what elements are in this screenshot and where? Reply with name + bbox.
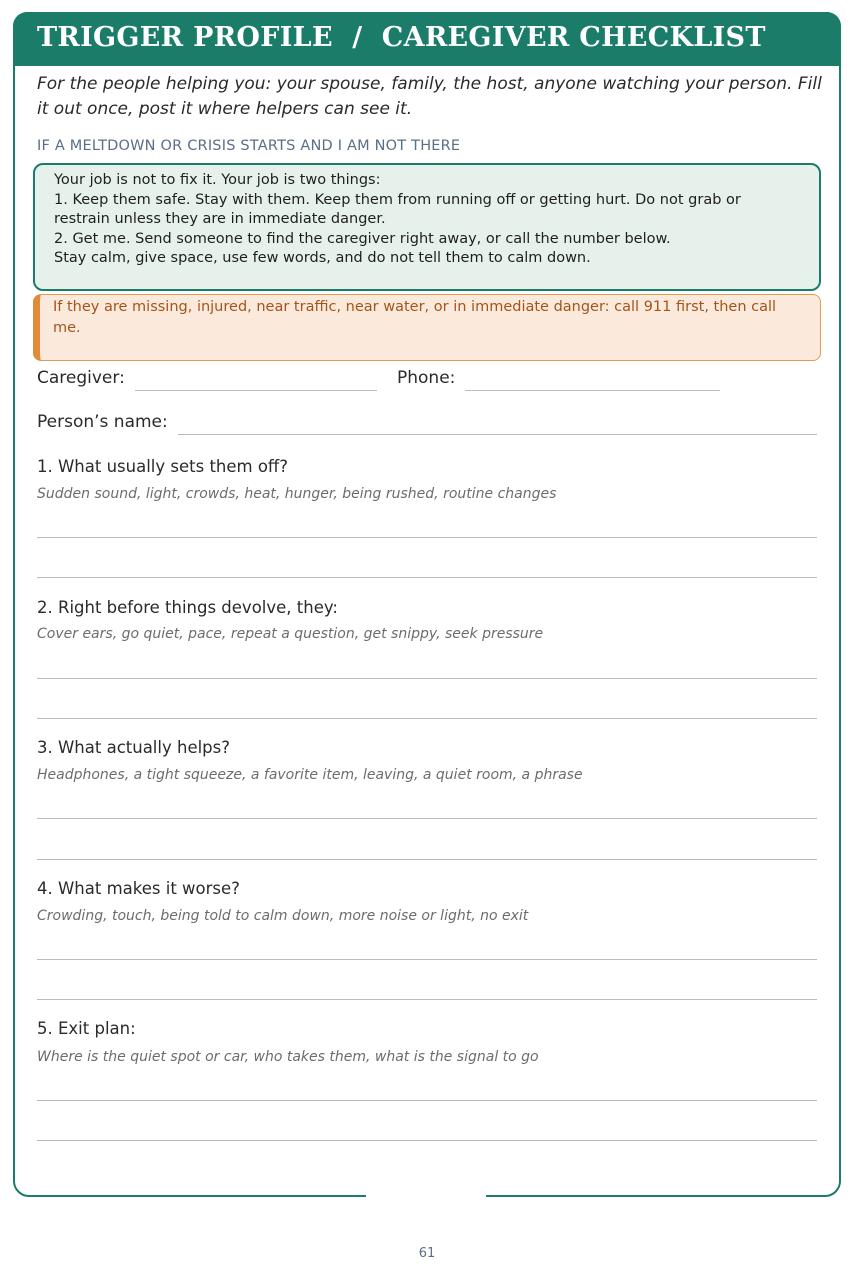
emergency-warning-text: If they are missing, injured, near traffic, near water, or in immediate danger: call 911 first, then call me. bbox=[53, 299, 777, 336]
answer-line[interactable] bbox=[37, 818, 817, 819]
answer-line[interactable] bbox=[37, 999, 817, 1000]
question-5-title: 5. Exit plan: bbox=[37, 1019, 136, 1038]
question-2-hint: Cover ears, go quiet, pace, repeat a question, get snippy, seek pressure bbox=[37, 626, 544, 642]
question-3-hint: Headphones, a tight squeeze, a favorite item, leaving, a quiet room, a phrase bbox=[37, 767, 583, 783]
instruction-line: Your job is not to fix it. Your job is two things: bbox=[54, 172, 381, 188]
question-1-hint: Sudden sound, light, crowds, heat, hunger, being rushed, routine changes bbox=[37, 486, 557, 502]
question-4-title: 4. What makes it worse? bbox=[37, 879, 240, 898]
answer-line[interactable] bbox=[37, 1140, 817, 1141]
answer-line[interactable] bbox=[37, 678, 817, 679]
caregiver-field[interactable] bbox=[135, 390, 377, 391]
instruction-line: Stay calm, give space, use few words, and do not tell them to calm down. bbox=[54, 250, 591, 266]
page-title: TRIGGER PROFILE / CAREGIVER CHECKLIST bbox=[37, 22, 766, 53]
answer-line[interactable] bbox=[37, 959, 817, 960]
crisis-section-label: IF A MELTDOWN OR CRISIS STARTS AND I AM NOT THERE bbox=[37, 138, 461, 154]
question-1-title: 1. What usually sets them off? bbox=[37, 457, 289, 476]
person-name-label: Person’s name: bbox=[37, 412, 168, 432]
answer-line[interactable] bbox=[37, 537, 817, 538]
answer-line[interactable] bbox=[37, 859, 817, 860]
question-5-hint: Where is the quiet spot or car, who takes them, what is the signal to go bbox=[37, 1049, 539, 1065]
frame-gap bbox=[366, 1190, 486, 1202]
crisis-instructions-box bbox=[33, 163, 821, 291]
page-header bbox=[13, 12, 841, 66]
person-name-field[interactable] bbox=[178, 434, 817, 435]
question-4-hint: Crowding, touch, being told to calm down, more noise or light, no exit bbox=[37, 908, 529, 924]
question-2-title: 2. Right before things devolve, they: bbox=[37, 598, 338, 617]
phone-field[interactable] bbox=[465, 390, 720, 391]
instruction-line: 2. Get me. Send someone to find the caregiver right away, or call the number below. bbox=[54, 230, 671, 247]
emergency-warning-box bbox=[33, 294, 821, 361]
answer-line[interactable] bbox=[37, 577, 817, 578]
intro-text: For the people helping you: your spouse, family, the host, anyone watching your person. Fill it out once, post it where helpers can see it. bbox=[37, 74, 822, 119]
page-number: 61 bbox=[418, 1246, 436, 1261]
answer-line[interactable] bbox=[37, 1100, 817, 1101]
caregiver-label: Caregiver: bbox=[37, 368, 125, 388]
instruction-line: 1. Keep them safe. Stay with them. Keep them from running off or getting hurt. Do not grab or restrain unless they are in immediate danger. bbox=[54, 191, 741, 227]
answer-line[interactable] bbox=[37, 718, 817, 719]
phone-label: Phone: bbox=[397, 368, 456, 388]
question-3-title: 3. What actually helps? bbox=[37, 738, 231, 757]
